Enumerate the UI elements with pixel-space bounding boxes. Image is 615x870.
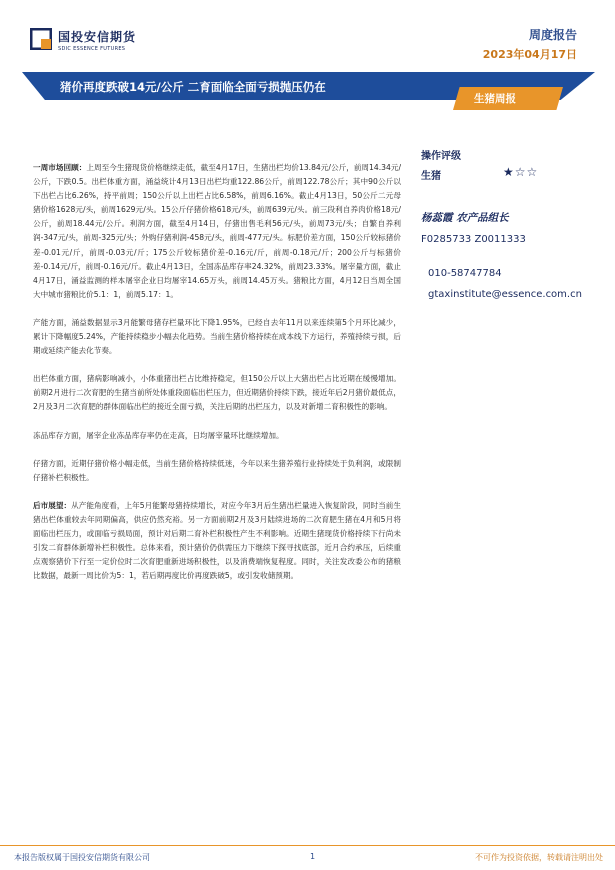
logo-cn: 国投安信期货 xyxy=(58,30,137,44)
capacity-paragraph: 产能方面，涌益数据显示3月能繁母猪存栏量环比下降1.95%，已经自去年11月以来连续第5个月环比减少，累计下降幅度5.24%，产能持续稳步小幅去化趋势。当前生猪价格持续在成本线下方运行，养殖持续亏损，后期或延续产能去化节奏。 xyxy=(33,317,401,356)
report-body xyxy=(33,161,401,597)
report-title: 猪价再度跌破14元/公斤 二育面临全面亏损抛压仍在 xyxy=(60,80,326,94)
frozen-stock-paragraph: 冻品库存方面，屠宰企业冻品库存率仍在走高，日均屠宰量环比继续增加。 xyxy=(33,430,284,440)
market-review-label: 一周市场回顾： xyxy=(33,163,87,172)
analyst-cert: F0285733 Z0011333 xyxy=(421,234,526,245)
footer-copyright: 本报告版权属于国投安信期货有限公司 xyxy=(14,853,150,862)
footer-disclaimer: 不可作为投资依据，转载请注明出处 xyxy=(475,853,603,862)
outlook-text: 从产能角度看，上年5月能繁母猪持续增长，对应今年3月后生猪出栏量进入恢复阶段，同时当前生猪出栏体重较去年同期偏高，供应仍然充裕。另一方面前期2月及3月陆续进场的二次育肥生猪在4月和5月将面临出栏压力，或面临亏损局面，预计对后期二育补栏积极性产生不利影响。近期生猪现货价格持续下行尚未引发二育群体新增补栏积极性。总体来看，预计猪价仍供需压力下继续下探寻找底部，近月合约承压，后续重点观察猪价下行至一定价位时二次育肥重新进场积极性，以及消费端恢复程度。同时，关注发改委公布的猪粮比数据，最新一周比价为5：1，若后期再度比价再度跌破5，或引发收储预期。 xyxy=(33,500,401,581)
analyst-email[interactable]: gtaxinstitute@essence.com.cn xyxy=(428,289,582,300)
page-number: 1 xyxy=(310,852,316,861)
footer-divider xyxy=(0,845,615,846)
market-review-text: 上周至今生猪现货价格继续走低，截至4月17日，生猪出栏均价13.84元/公斤，前周14.34元/公斤，下跌0.5。出栏体重方面，涌益统计4月13日出栏均重122.86公斤，前周122.78公斤；其中90公斤以下出栏占比6.26%，持平前周；150公斤以上出栏占比6.58%，前周6.16%。截止4月13日，50公斤二元母猪价格1628元/头，前周1629元/头。15公斤仔猪价格618元/头，前周639元/头。前三段利自养肉价格18元/公斤，前周18.44元/公斤。利润方面，截至4月14日，仔猪出售毛利56元/头，前周73元/头；自繁自养利润-347元/头，前周-325元/头；外购仔猪利润-458元/头，前周-477元/头。标肥价差方面，150公斤较标猪价差-0.01元/斤，前周-0.03元/斤；175公斤较标猪价差-0.16元/斤，前周-0.18元/斤；200公斤与标猪价差-0.14元/斤，前周-0.16元/斤。截止4月13日，全国冻品库存率24.32%，前周23.33%。屠宰量方面，截止4月17日，涌益监测的样本屠宰企业日均屠宰14.65万头，前周14.45万头。猪粮比方面，4月12日当周全国大中城市猪粮比价5.1：1，前周5.17：1。 xyxy=(33,163,401,299)
report-type: 周度报告 xyxy=(528,28,577,42)
rating-sector: 生猪 xyxy=(421,171,441,182)
report-date: 2023年04月17日 xyxy=(482,48,577,61)
rating-title: 操作评级 xyxy=(421,151,461,162)
outlook-paragraph xyxy=(33,499,401,584)
rating-stars-icon: ★☆☆ xyxy=(503,165,539,179)
market-review-paragraph xyxy=(33,161,401,302)
piglet-paragraph: 仔猪方面，近期仔猪价格小幅走低，当前生猪价格持续低迷，今年以来生猪养殖行业持续处于负利润，或限制仔猪补栏积极性。 xyxy=(33,458,401,482)
company-logo-icon xyxy=(30,28,52,50)
analyst-phone: 010-58747784 xyxy=(428,268,502,279)
category-label: 生猪周报 xyxy=(474,93,516,105)
weight-paragraph: 出栏体重方面，猪病影响减小，小体重猪出栏占比维持稳定，但150公斤以上大猪出栏占比近期在缓慢增加。前期2月进行二次育肥的生猪当前所处体重段面临出栏压力，但近期猪价持续下跌，接近年后2月猪价最低点，2月及3月二次育肥的群体面临出栏的接近全面亏损，关注后期的出栏压力，以及对新增二育积极性的影响。 xyxy=(33,374,401,412)
logo-en: SDIC ESSENCE FUTURES xyxy=(58,46,126,52)
company-logo-text xyxy=(58,28,136,52)
analyst-name: 杨蕊霞 农产品组长 xyxy=(421,212,509,224)
outlook-label: 后市展望： xyxy=(33,500,72,510)
